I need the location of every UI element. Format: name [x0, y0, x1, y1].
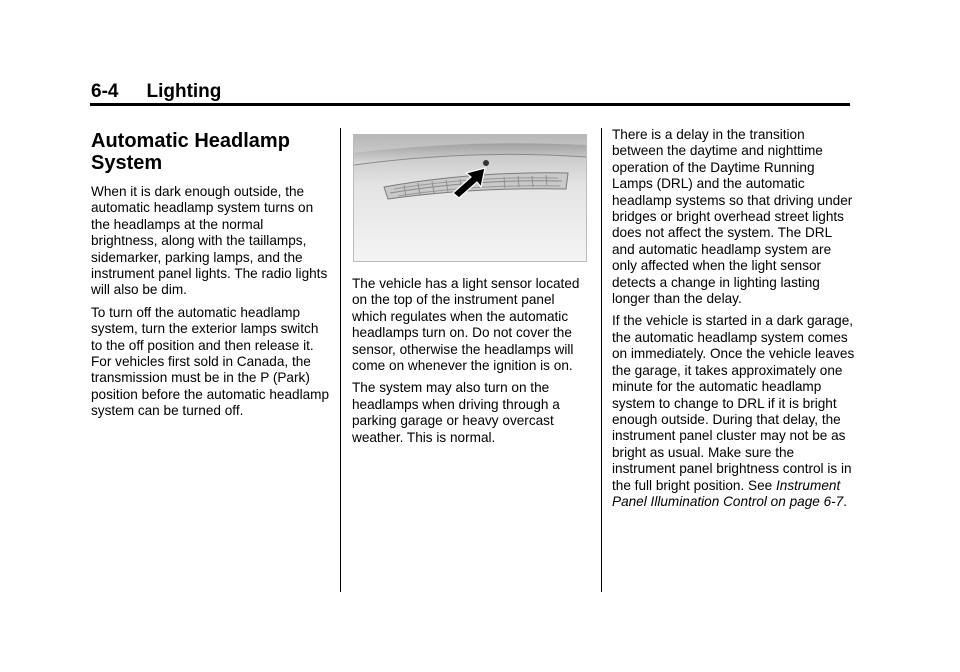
paragraph: If the vehicle is started in a dark garage, the automatic headlamp system comes on immediately. Once the vehicle leaves the garage, it takes approximately one minute for the automatic headlamp system to change to DRL if it is bright enough outside. During that delay, the instrument panel cluster may not be as bright as usual. Make sure the instrument panel brightness control is in the full bright position. See Instrument Panel Illumination Control on page 6-7.	[612, 313, 855, 509]
paragraph: There is a delay in the transition between the daytime and nighttime operation of the Daytime Running Lamps (DRL) and the automatic headlamp systems so that driving under bridges or bright overhead street lights does not affect the system. The DRL and automatic headlamp system are only affected when the light sensor detects a change in lighting lasting longer than the delay.	[612, 127, 853, 307]
section-title: Automatic Headlamp System	[91, 130, 290, 174]
column-divider-2	[601, 128, 602, 592]
page-header	[91, 80, 221, 104]
paragraph: The system may also turn on the headlamps when driving through a parking garage or heavy overcast weather. This is normal.	[352, 380, 560, 445]
header-rule	[90, 103, 850, 106]
cross-reference-link[interactable]: Instrument Panel Illumination Control on page 6-7	[612, 477, 844, 509]
paragraph: To turn off the automatic headlamp system, turn the exterior lamps switch to the off position and then release it. For vehicles first sold in Canada, the transmission must be in the P (Park) position before the automatic headlamp system can be turned off.	[91, 304, 330, 419]
dashboard-illustration	[354, 135, 586, 261]
light-sensor	[483, 160, 489, 166]
column-3	[612, 127, 856, 516]
page-number: 6-4	[91, 81, 119, 102]
paragraph: The vehicle has a light sensor located on the top of the instrument panel which regulates when the automatic headlamps turn on. Do not cover the sensor, otherwise the headlamps will come on whenever the ignition is on.	[352, 276, 580, 374]
paragraph: When it is dark enough outside, the automatic headlamp system turns on the headlamps at the normal brightness, along with the taillamps, sidemarker, parking lamps, and the instrument panel lights. The radio lights will also be dim.	[91, 184, 328, 298]
column-1	[91, 128, 331, 426]
chapter-title: Lighting	[146, 81, 222, 102]
light-sensor-figure	[353, 134, 587, 262]
column-2	[352, 276, 592, 452]
column-divider-1	[340, 128, 341, 592]
